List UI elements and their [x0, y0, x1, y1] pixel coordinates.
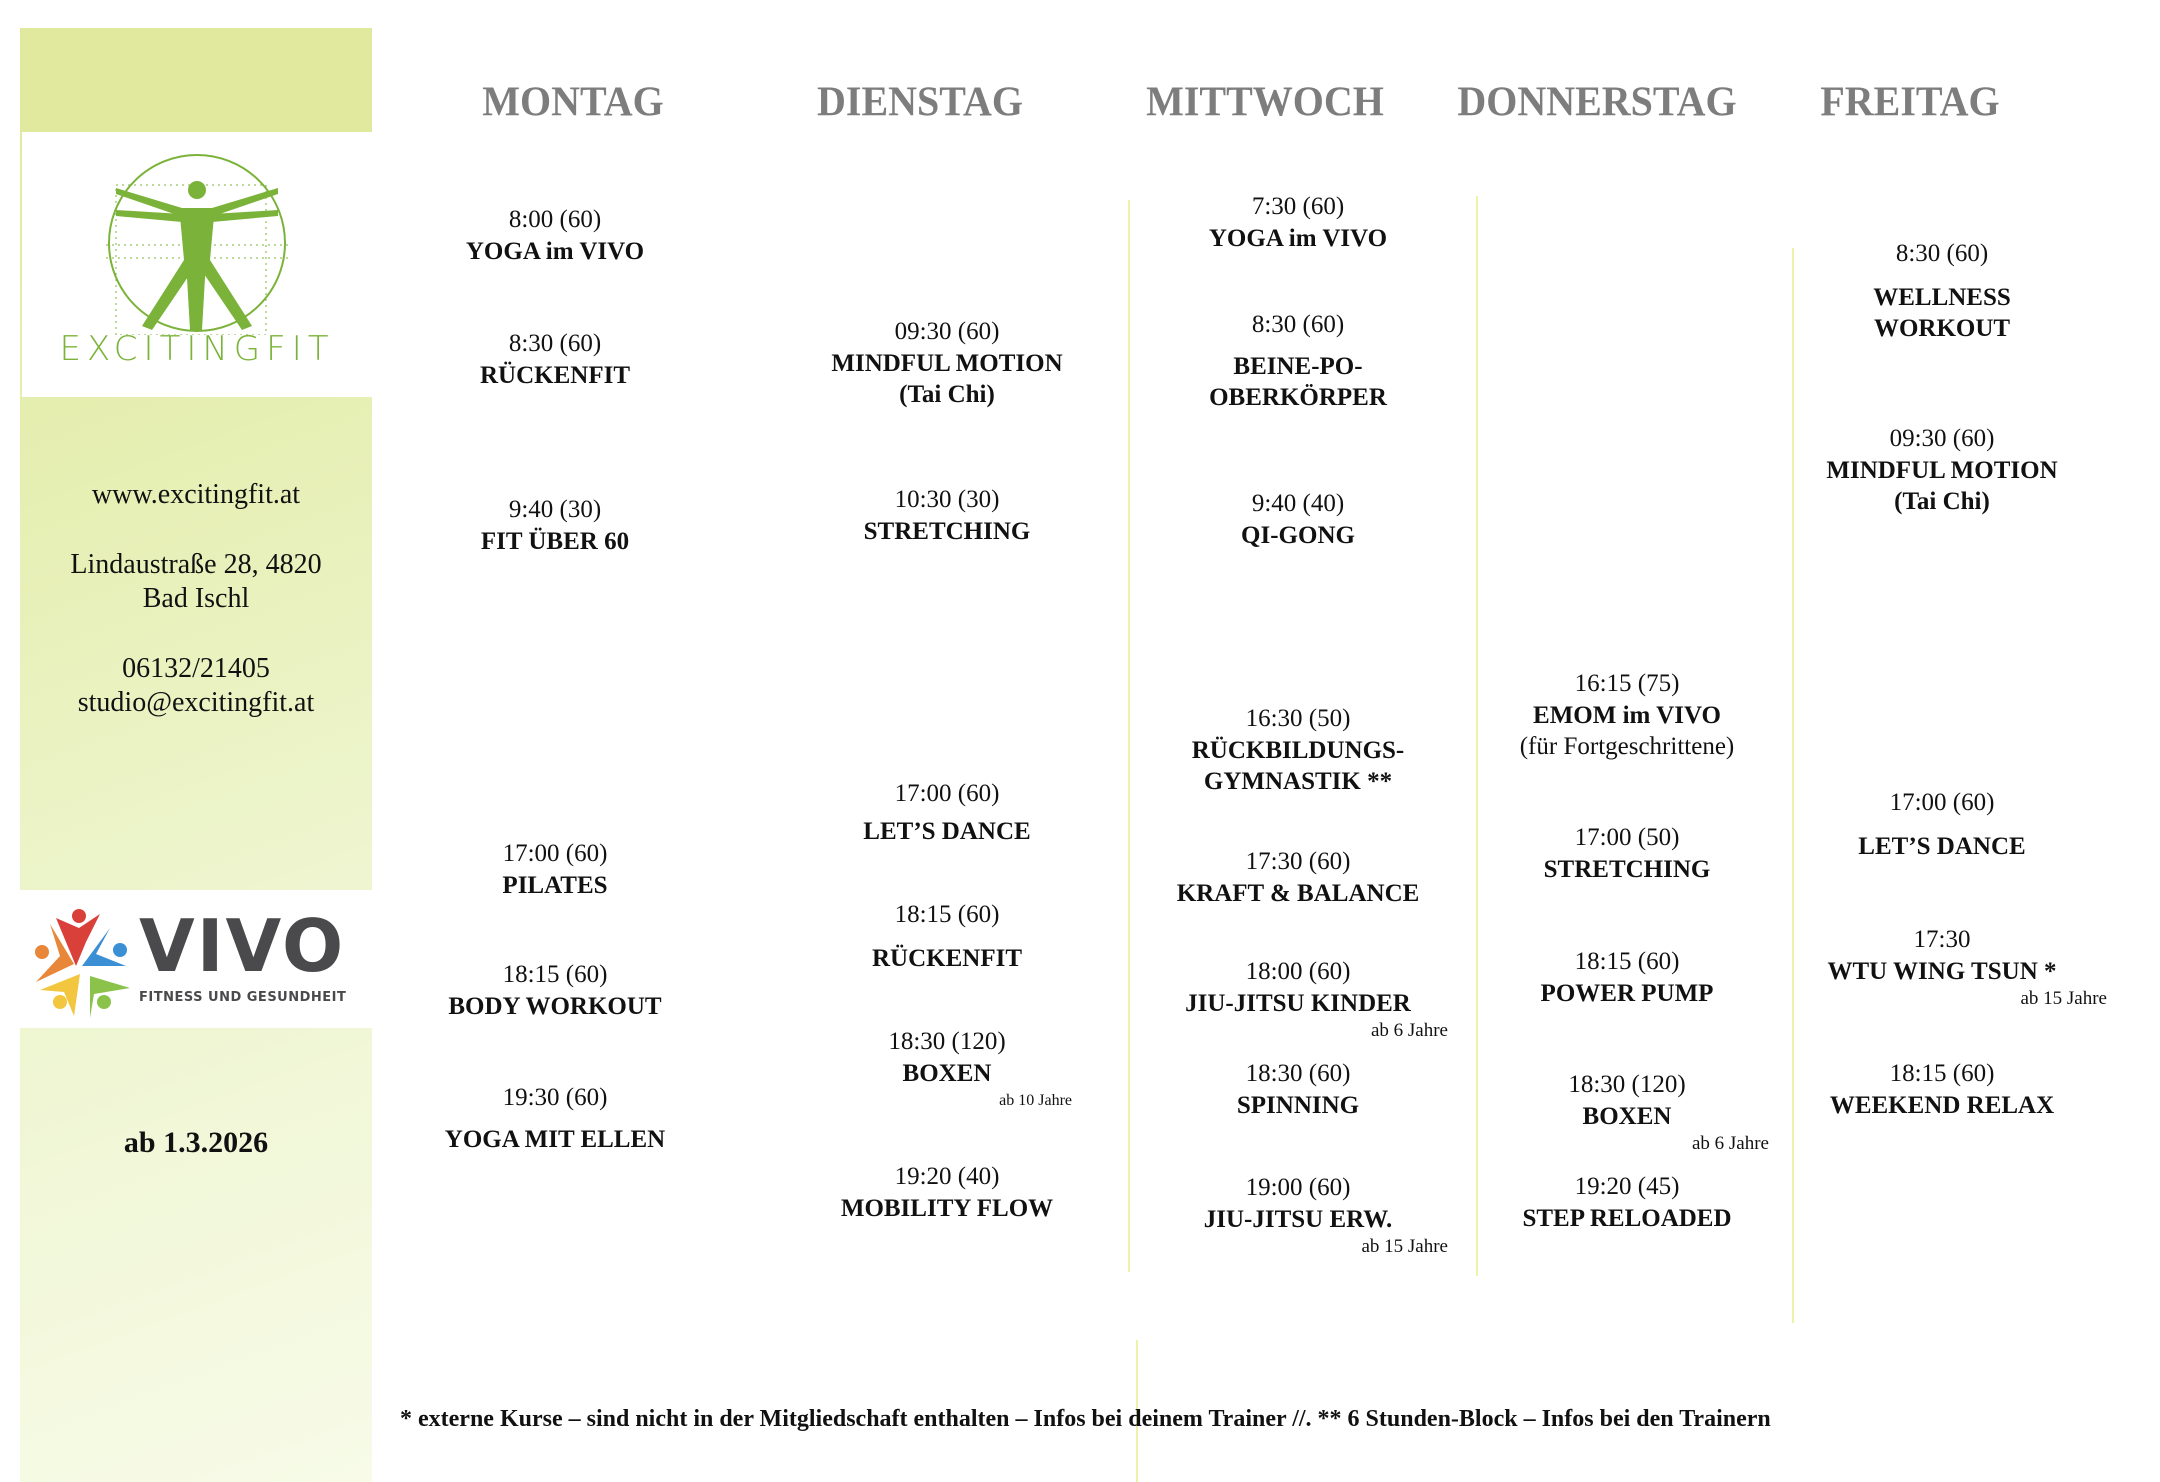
- phone-number: 06132/21405: [122, 653, 270, 684]
- class-name: JIU-JITSU KINDER: [1185, 990, 1411, 1017]
- vivo-logo: [20, 890, 372, 1028]
- class-entry[interactable]: [1128, 191, 1468, 254]
- class-name: PILATES: [502, 872, 608, 899]
- class-time: 16:30 (50): [1245, 705, 1351, 732]
- class-time: 19:20 (45): [1574, 1173, 1680, 1200]
- class-time: 18:30 (60): [1245, 1060, 1351, 1087]
- class-entry[interactable]: [1457, 822, 1797, 885]
- class-name: RÜCKENFIT: [871, 945, 1022, 972]
- email-link[interactable]: studio@excitingfit.at: [77, 687, 315, 718]
- class-entry[interactable]: [777, 1161, 1117, 1224]
- class-entry[interactable]: [385, 1082, 725, 1155]
- class-time: 18:15 (60): [894, 901, 1000, 928]
- class-entry[interactable]: [1457, 1171, 1797, 1234]
- class-time: 18:30 (120): [888, 1028, 1006, 1055]
- class-name: QI-GONG: [1241, 522, 1355, 549]
- class-name: RÜCKBILDUNGS-: [1191, 737, 1405, 764]
- class-name: BODY WORKOUT: [448, 993, 662, 1020]
- class-entry[interactable]: [1128, 703, 1468, 797]
- day-header-donnerstag: DONNERSTAG: [1457, 77, 1737, 126]
- class-name: BEINE-PO-: [1233, 353, 1363, 380]
- class-time: 17:00 (60): [1889, 789, 1995, 816]
- class-time: 09:30 (60): [894, 318, 1000, 345]
- class-name: KRAFT & BALANCE: [1176, 880, 1420, 907]
- day-header-freitag: FREITAG: [1820, 77, 2000, 126]
- class-name: SPINNING: [1236, 1092, 1360, 1119]
- class-name: STRETCHING: [863, 518, 1031, 545]
- class-entry[interactable]: [777, 899, 1117, 974]
- class-name: RÜCKENFIT: [479, 362, 630, 389]
- class-name: YOGA im VIVO: [1208, 225, 1388, 252]
- class-entry[interactable]: [385, 328, 725, 391]
- website-link[interactable]: www.excitingfit.at: [91, 479, 301, 510]
- excitingfit-logo: [22, 132, 372, 397]
- address-line-1: Lindaustraße 28, 4820: [70, 549, 322, 580]
- footnote: * externe Kurse – sind nicht in der Mitgliedschaft enthalten – Infos bei deinem Trainer //. ** 6 Stunden-Block – Infos bei den Trainern: [400, 1406, 1771, 1432]
- class-entry[interactable]: [1772, 787, 2112, 862]
- class-time: 8:00 (60): [508, 206, 602, 233]
- sidebar: [20, 28, 372, 1482]
- class-name-line2: OBERKÖRPER: [1209, 384, 1387, 411]
- class-entry[interactable]: [1772, 1058, 2112, 1121]
- class-entry[interactable]: [385, 204, 725, 267]
- class-entry[interactable]: [777, 484, 1117, 547]
- class-name: FIT ÜBER 60: [480, 528, 630, 555]
- class-name-line2: WORKOUT: [1873, 315, 2011, 342]
- class-name: STEP RELOADED: [1522, 1205, 1732, 1232]
- class-time: 18:15 (60): [502, 961, 608, 988]
- vivo-wordmark: VIVO: [139, 904, 346, 988]
- age-note: ab 6 Jahre: [1691, 1133, 1769, 1154]
- class-name: MINDFUL MOTION: [831, 350, 1063, 377]
- class-time: 10:30 (30): [894, 486, 1000, 513]
- address-line-2: Bad Ischl: [142, 583, 250, 614]
- class-entry[interactable]: [385, 959, 725, 1022]
- class-time: 17:30: [1913, 926, 1971, 953]
- class-time: 9:40 (40): [1251, 490, 1345, 517]
- class-time: 19:20 (40): [894, 1163, 1000, 1190]
- class-name: LET’S DANCE: [1858, 833, 2026, 860]
- class-name: YOGA im VIVO: [465, 238, 645, 265]
- class-time: 8:30 (60): [1895, 240, 1989, 267]
- class-entry[interactable]: [1128, 488, 1468, 551]
- class-name-line2: GYMNASTIK **: [1203, 768, 1393, 795]
- class-note: (für Fortgeschrittene): [1519, 733, 1735, 760]
- vitruvian-man-icon: [102, 150, 292, 335]
- class-entry[interactable]: [777, 778, 1117, 847]
- class-entry[interactable]: [1457, 668, 1797, 763]
- day-header-montag: MONTAG: [482, 77, 664, 126]
- class-entry[interactable]: [1772, 238, 2112, 344]
- class-entry[interactable]: [1128, 956, 1468, 1043]
- class-name: BOXEN: [902, 1060, 992, 1087]
- class-name-line2: (Tai Chi): [1894, 488, 1990, 515]
- class-time: 9:40 (30): [508, 496, 602, 523]
- class-entry[interactable]: [1128, 309, 1468, 413]
- class-time: 8:30 (60): [508, 330, 602, 357]
- class-name: EMOM im VIVO: [1533, 702, 1721, 729]
- age-note: ab 10 Jahre: [999, 1092, 1072, 1109]
- column-divider: [1792, 248, 1794, 1323]
- class-entry[interactable]: [1128, 846, 1468, 909]
- excitingfit-wordmark: EXCITINGFIT: [59, 329, 335, 369]
- class-entry[interactable]: [1457, 1069, 1797, 1156]
- class-time: 17:00 (50): [1574, 824, 1680, 851]
- class-time: 09:30 (60): [1889, 425, 1995, 452]
- class-name: BOXEN: [1582, 1103, 1672, 1130]
- class-time: 18:00 (60): [1245, 958, 1351, 985]
- class-time: 7:30 (60): [1251, 193, 1345, 220]
- sidebar-top-band: [20, 28, 372, 132]
- class-name: WELLNESS: [1873, 284, 2011, 311]
- class-time: 8:30 (60): [1251, 311, 1345, 338]
- class-time: 18:30 (120): [1568, 1071, 1686, 1098]
- valid-from-date: ab 1.3.2026: [123, 1126, 269, 1159]
- class-time: 17:30 (60): [1245, 848, 1351, 875]
- class-time: 16:15 (75): [1574, 670, 1680, 697]
- class-entry[interactable]: [385, 494, 725, 557]
- class-time: 18:15 (60): [1574, 948, 1680, 975]
- people-circle-icon: [34, 908, 134, 1018]
- class-entry[interactable]: [777, 316, 1117, 410]
- class-name: POWER PUMP: [1540, 980, 1714, 1007]
- vivo-tagline: FITNESS UND GESUNDHEIT: [139, 990, 347, 1005]
- age-note: ab 6 Jahre: [1370, 1020, 1448, 1041]
- age-note: ab 15 Jahre: [2020, 988, 2107, 1009]
- class-name: MINDFUL MOTION: [1826, 457, 2058, 484]
- age-note: ab 15 Jahre: [1361, 1236, 1448, 1257]
- class-entry[interactable]: [1457, 946, 1797, 1009]
- class-time: 17:00 (60): [894, 780, 1000, 807]
- class-name: LET’S DANCE: [863, 818, 1031, 845]
- class-entry[interactable]: [1772, 924, 2112, 1011]
- class-name: WTU WING TSUN *: [1827, 958, 2057, 985]
- class-name: JIU-JITSU ERW.: [1203, 1206, 1393, 1233]
- class-entry[interactable]: [1128, 1058, 1468, 1121]
- class-time: 19:30 (60): [502, 1084, 608, 1111]
- class-name: MOBILITY FLOW: [840, 1195, 1054, 1222]
- class-name: YOGA MIT ELLEN: [444, 1126, 666, 1153]
- class-time: 17:00 (60): [502, 840, 608, 867]
- class-time: 18:15 (60): [1889, 1060, 1995, 1087]
- day-header-dienstag: DIENSTAG: [817, 77, 1023, 126]
- class-entry[interactable]: [1128, 1172, 1468, 1259]
- class-name: WEEKEND RELAX: [1829, 1092, 2055, 1119]
- class-entry[interactable]: [385, 838, 725, 901]
- class-time: 19:00 (60): [1245, 1174, 1351, 1201]
- class-name: STRETCHING: [1543, 856, 1711, 883]
- class-name-line2: (Tai Chi): [899, 381, 995, 408]
- class-entry[interactable]: [1772, 423, 2112, 517]
- day-header-mittwoch: MITTWOCH: [1146, 77, 1384, 126]
- class-entry[interactable]: [777, 1026, 1117, 1113]
